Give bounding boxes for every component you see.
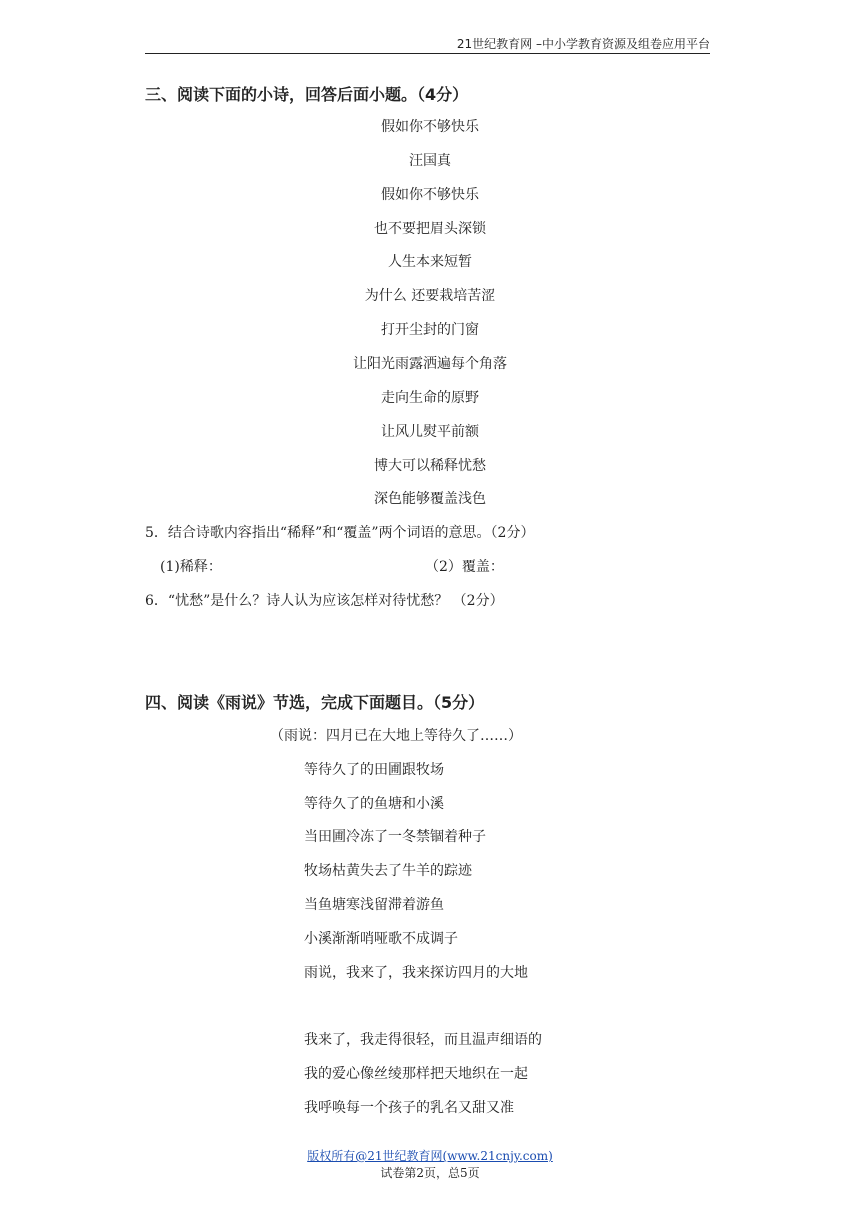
excerpt-line: 等待久了的鱼塘和小溪: [304, 796, 444, 812]
poem-line: 走向生命的原野: [381, 390, 479, 406]
excerpt-line: 当田圃冷冻了一冬禁锢着种子: [304, 829, 486, 845]
excerpt-line: 我的爱心像丝绫那样把天地织在一起: [304, 1066, 528, 1082]
question-6: 6．“忧愁”是什么？诗人认为应该怎样对待忧愁？ （2分）: [145, 593, 504, 609]
excerpt-line: 等待久了的田圃跟牧场: [304, 762, 444, 778]
poem-line: 为什么 还要栽培苦涩: [364, 288, 496, 304]
question-5-part2: （2）覆盖：: [425, 559, 504, 575]
poem-author: 汪国真: [409, 153, 451, 169]
poem-line: 打开尘封的门窗: [381, 322, 479, 338]
excerpt-line: 小溪渐渐哨哑歌不成调子: [304, 931, 458, 947]
page-number: 试卷第2页，总5页: [380, 1166, 480, 1180]
poem-line: 博大可以稀释忧愁: [374, 458, 486, 474]
poem-line: 也不要把眉头深锁: [374, 221, 486, 237]
excerpt-line: 当鱼塘寒浅留滞着游鱼: [304, 897, 444, 913]
poem-line: 人生本来短暂: [388, 254, 472, 270]
excerpt-line: 我来了，我走得很轻，而且温声细语的: [304, 1032, 542, 1048]
section3-title: 三、阅读下面的小诗，回答后面小题。（4分）: [145, 85, 469, 104]
copyright-link[interactable]: 版权所有@21世纪教育网(www.21cnjy.com): [307, 1149, 553, 1163]
poem-line: 让阳光雨露洒遍每个角落: [353, 356, 507, 372]
section4-title: 四、阅读《雨说》节选，完成下面题目。（5分）: [145, 693, 485, 712]
question-5-part1: (1)稀释：: [160, 559, 222, 575]
poem-title: 假如你不够快乐: [381, 119, 479, 135]
poem-line: 深色能够覆盖浅色: [374, 491, 486, 507]
poem-line: 假如你不够快乐: [381, 187, 479, 203]
question-5: 5．结合诗歌内容指出“稀释”和“覆盖”两个词语的意思。（2分）: [145, 525, 535, 541]
poem-line: 让风儿熨平前额: [381, 424, 479, 440]
excerpt-intro: （雨说：四月已在大地上等待久了……）: [270, 728, 522, 744]
excerpt-line: 牧场枯黄失去了牛羊的踪迹: [304, 863, 472, 879]
page-header: 21世纪教育网 –中小学教育资源及组卷应用平台: [145, 36, 710, 54]
excerpt-line: 我呼唤每一个孩子的乳名又甜又准: [304, 1100, 514, 1116]
excerpt-line: 雨说，我来了，我来探访四月的大地: [304, 965, 528, 981]
